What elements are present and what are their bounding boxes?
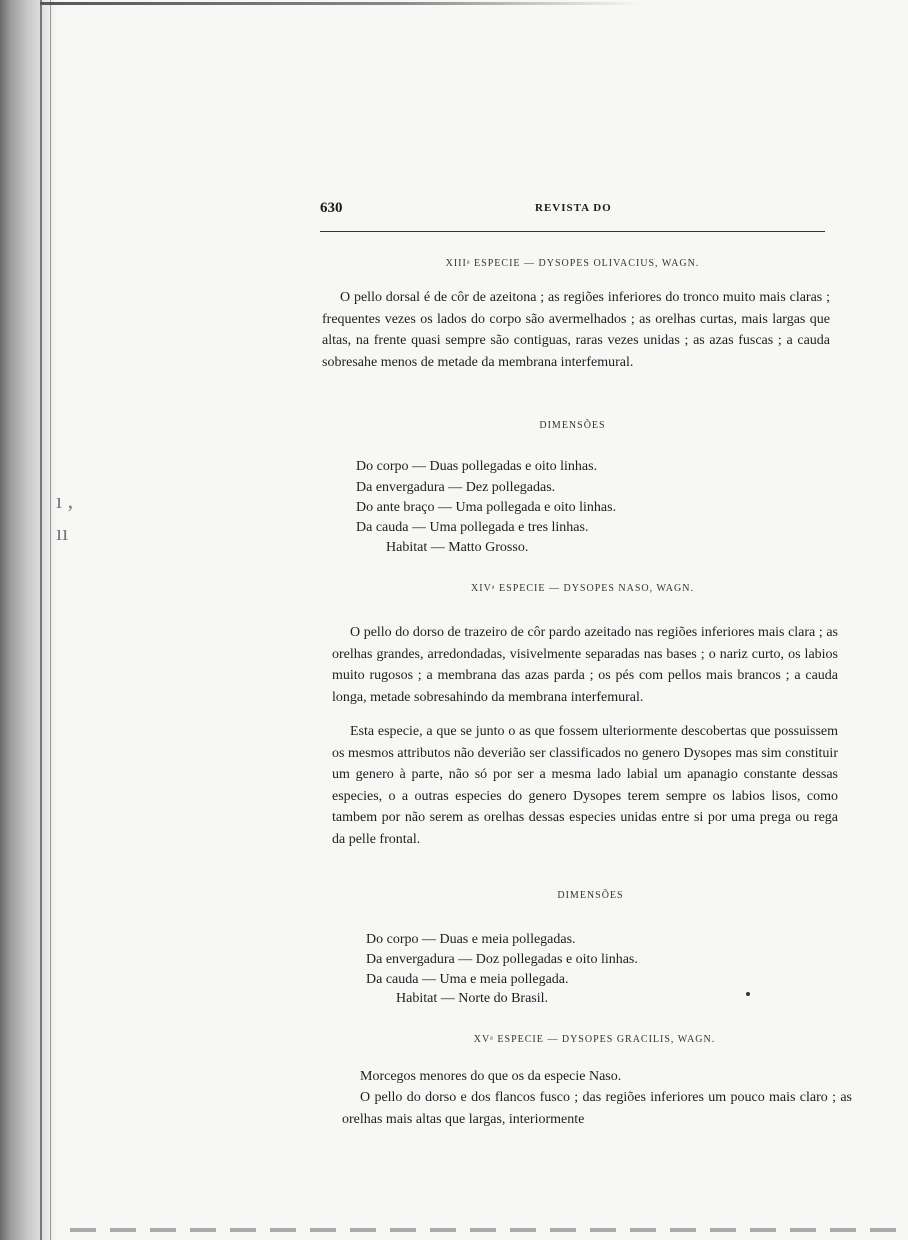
binding-edge-line — [50, 0, 51, 1240]
section-paragraph: Esta especie, a que se junto o as que fossem ulteriormente descobertas que possuissem os mesmos attributos não deverião ser classificados no genero Dysopes mas sim constituir um genero à parte, não só por ser a mesma lado labial um apanagio constante dessas especies, o a outras especies do genero Dysopes terem sempre os labios lisos, como tambem por não serem as orelhas dessas especies unidas entre si por uma prega ou rega da pelle frontal. — [332, 724, 838, 847]
section-paragraph: O pello do dorso e dos flancos fusco ; das regiões inferiores um pouco mais claro ; as orelhas mais altas que largas, interiormente — [342, 1090, 852, 1127]
binding-edge-line — [40, 0, 42, 1240]
margin-mark: ıı — [56, 520, 69, 545]
dimension-line: Da cauda — Uma pollegada e tres linhas. — [356, 520, 589, 535]
bottom-edge-rule — [70, 1228, 908, 1232]
running-head — [320, 200, 825, 220]
section-title: XIIIᵃ ESPECIE — DYSOPES OLIVACIUS, WAGN. — [445, 258, 700, 269]
dimension-line: Da cauda — Uma e meia pollegada. — [366, 972, 569, 987]
section-paragraph: Morcegos menores do que os da especie Naso. — [360, 1069, 622, 1084]
section-title: XVᵃ ESPECIE — DYSOPES GRACILIS, WAGN. — [473, 1034, 716, 1045]
dimensions-title: DIMENSÕES — [557, 890, 624, 901]
section-paragraph: O pello do dorso de trazeiro de côr pardo azeitado nas regiões inferiores mais clara ; as orelhas grandes, arredondadas, visivelmente separadas nas bases ; o nariz curto, os labios muito rugosos ; a membrana das azas parda ; os pés com pellos mais brancos ; a cauda longa, metade sobresahindo da membrana interfemural. — [332, 625, 838, 705]
header-rule — [320, 231, 825, 232]
margin-mark: ı , — [56, 488, 74, 513]
page-number: 630 — [320, 200, 343, 216]
dimensions-title: DIMENSÕES — [539, 420, 606, 431]
habitat-line: Habitat — Norte do Brasil. — [396, 991, 549, 1006]
dimension-line: Do ante braço — Uma pollegada e oito linhas. — [356, 500, 617, 515]
dimension-line: Da envergadura — Doz pollegadas e oito linhas. — [366, 952, 638, 967]
top-edge-rule — [40, 2, 640, 5]
section-title: XIVᵃ ESPECIE — DYSOPES NASO, WAGN. — [471, 583, 694, 594]
dimension-line: Da envergadura — Dez pollegadas. — [356, 480, 556, 495]
dimension-line: Do corpo — Duas e meia pollegadas. — [366, 932, 576, 947]
habitat-line: Habitat — Matto Grosso. — [386, 540, 529, 555]
dimension-line: Do corpo — Duas pollegadas e oito linhas. — [356, 459, 598, 474]
ink-speck — [746, 992, 750, 996]
section-paragraph: O pello dorsal é de côr de azeitona ; as regiões inferiores do tronco muito mais claras ; frequentes vezes os lados do corpo são avermelhados ; as orelhas curtas, mais largas que altas, na frente quasi sempre são contiguas, raras vezes unidas ; as azas fuscas ; a cauda sobresahe menos de metade da membrana interfemural. — [322, 290, 830, 370]
journal-title: REVISTA DO — [535, 202, 612, 214]
